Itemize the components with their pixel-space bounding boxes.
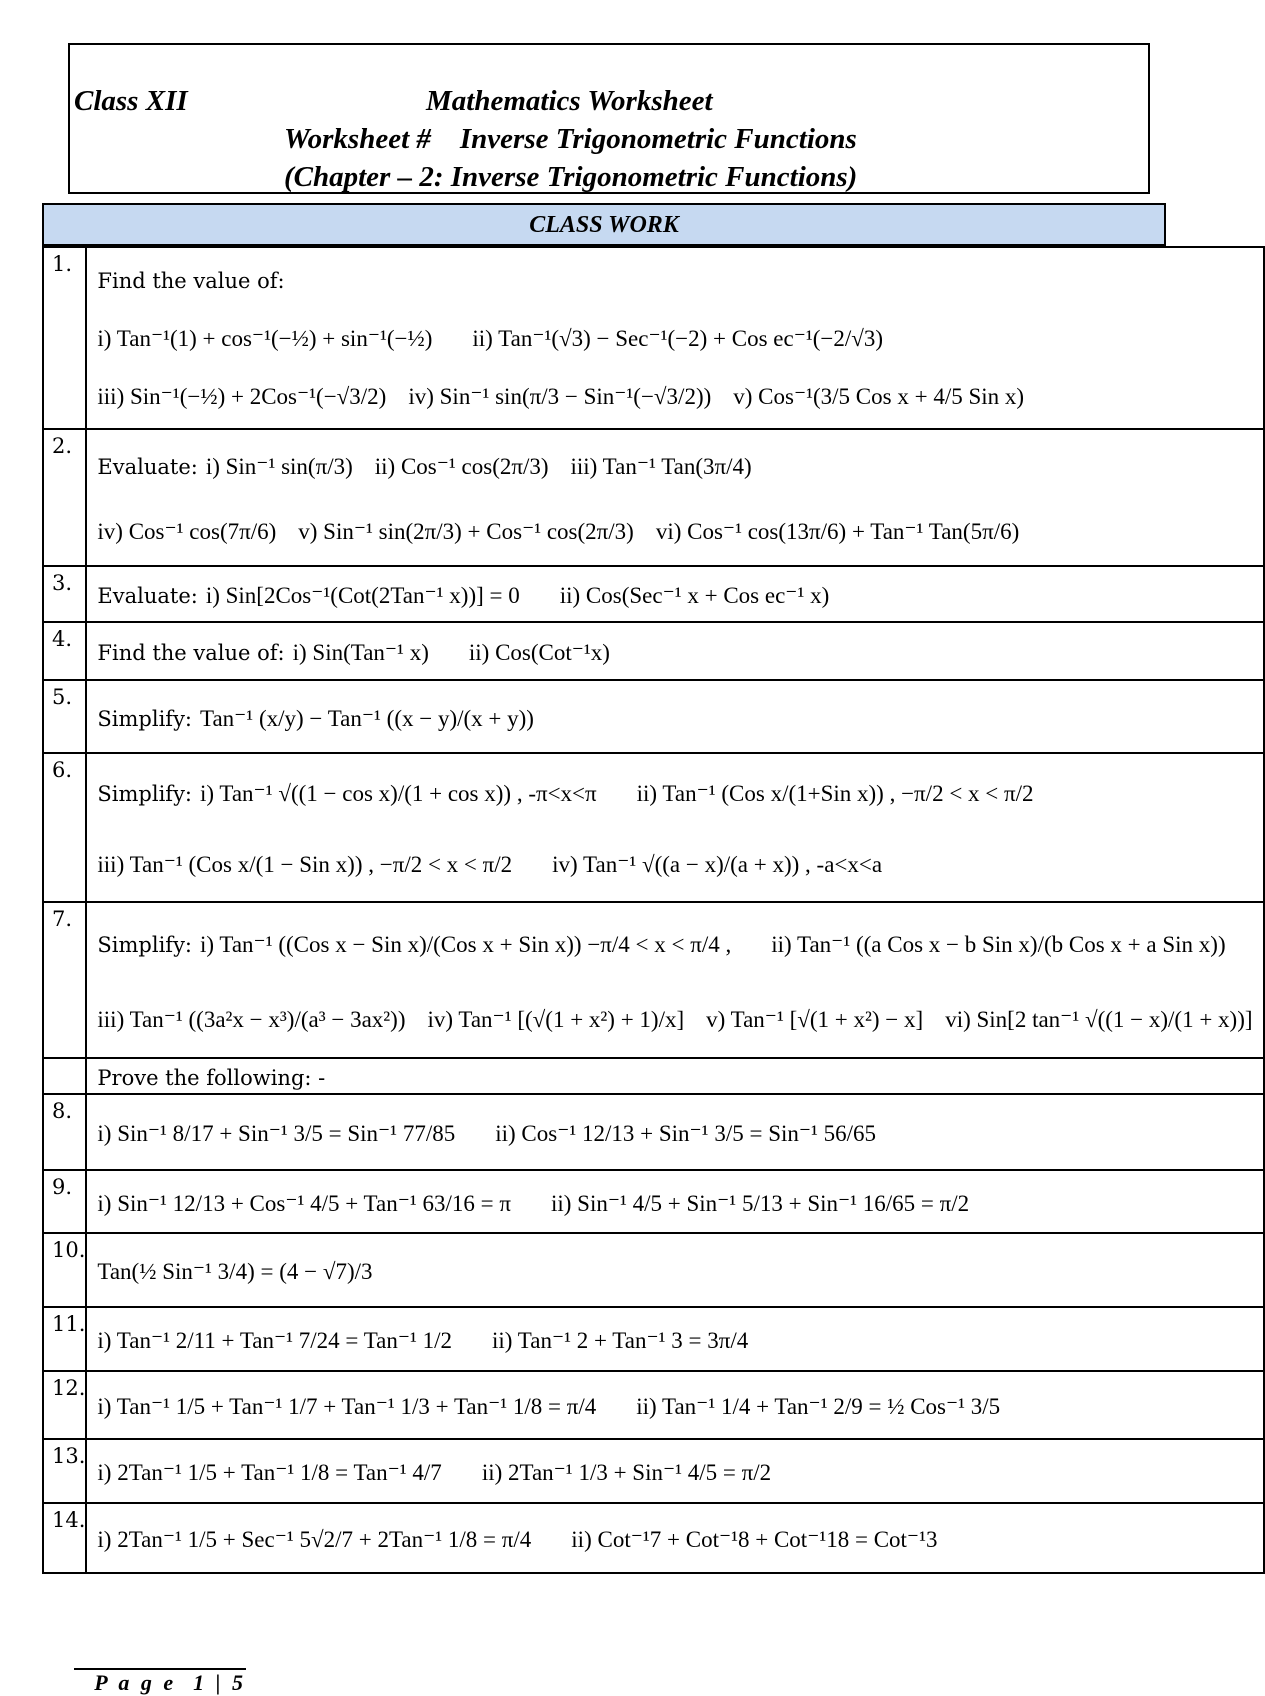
question-line <box>97 758 1252 829</box>
math-expression: i) Tan⁻¹ 2/11 + Tan⁻¹ 7/24 = Tan⁻¹ 1/2 <box>97 1328 453 1353</box>
question-line <box>97 1063 1252 1093</box>
question-number: 12. <box>43 1371 86 1439</box>
math-expression: i) Sin⁻¹ sin(π/3) <box>205 453 353 479</box>
question-row <box>43 1233 1264 1307</box>
question-line <box>97 368 1252 426</box>
question-body <box>86 566 1263 622</box>
math-expression: ii) Cos(Sec⁻¹ x + Cos ec⁻¹ x) <box>559 583 830 608</box>
worksheet-topic: Worksheet # Inverse Trigonometric Functions <box>284 123 857 155</box>
question-line <box>97 1444 1252 1502</box>
question-number: 5. <box>43 680 86 753</box>
question-instruction: Find the value of: <box>97 269 285 293</box>
math-expression: ii) Tan⁻¹ (Cos x/(1+Sin x)) , −π/2 < x < π/2 <box>636 780 1034 806</box>
question-body <box>86 429 1263 566</box>
question-row <box>43 1094 1264 1170</box>
math-expression: i) Sin⁻¹ 12/13 + Cos⁻¹ 4/5 + Tan⁻¹ 63/16 = π <box>97 1190 511 1216</box>
question-number: 6. <box>43 753 86 902</box>
math-expression: iii) Tan⁻¹ (Cos x/(1 − Sin x)) , −π/2 < x < π/2 <box>97 851 513 877</box>
math-expression: i) Sin[2Cos⁻¹(Cot(2Tan⁻¹ x))] = 0 <box>205 583 520 608</box>
question-row <box>43 680 1264 753</box>
math-expression: ii) Cot⁻¹7 + Cot⁻¹8 + Cot⁻¹18 = Cot⁻¹3 <box>571 1527 938 1552</box>
math-expression: ii) Cos⁻¹ cos(2π/3) <box>374 453 549 479</box>
question-body <box>86 1503 1263 1573</box>
question-body <box>86 1094 1263 1170</box>
math-expression: ii) Tan⁻¹ 1/4 + Tan⁻¹ 2/9 = ½ Cos⁻¹ 3/5 <box>636 1394 1001 1419</box>
math-expression: ii) Tan⁻¹(√3) − Sec⁻¹(−2) + Cos ec⁻¹(−2/√3) <box>472 326 884 351</box>
math-expression: iii) Tan⁻¹ ((3a²x − x³)/(a³ − 3ax²)) <box>97 1006 406 1032</box>
question-line <box>97 1175 1252 1232</box>
math-expression: vi) Cos⁻¹ cos(13π/6) + Tan⁻¹ Tan(5π/6) <box>655 518 1020 544</box>
question-line <box>97 1312 1252 1370</box>
question-body <box>86 247 1263 429</box>
question-row <box>43 566 1264 622</box>
question-number: 9. <box>43 1170 86 1233</box>
question-body <box>86 1233 1263 1307</box>
question-line <box>97 982 1252 1057</box>
math-expression: iii) Tan⁻¹ Tan(3π/4) <box>570 453 752 479</box>
math-expression: ii) Cos⁻¹ 12/13 + Sin⁻¹ 3/5 = Sin⁻¹ 56/65 <box>495 1121 877 1146</box>
question-number: 4. <box>43 622 86 680</box>
question-number: 2. <box>43 429 86 566</box>
question-row <box>43 1058 1264 1094</box>
question-number: 11. <box>43 1307 86 1371</box>
math-expression: v) Cos⁻¹(3/5 Cos x + 4/5 Sin x) <box>733 384 1025 409</box>
math-expression: ii) 2Tan⁻¹ 1/3 + Sin⁻¹ 4/5 = π/2 <box>481 1460 772 1485</box>
math-expression: iv) Sin⁻¹ sin(π/3 − Sin⁻¹(−√3/2)) <box>408 384 712 409</box>
question-line <box>97 1508 1252 1572</box>
math-expression: i) Sin⁻¹ 8/17 + Sin⁻¹ 3/5 = Sin⁻¹ 77/85 <box>97 1121 456 1146</box>
question-line <box>97 1099 1252 1169</box>
question-line <box>97 571 1252 621</box>
question-row <box>43 1371 1264 1439</box>
math-expression: i) Tan⁻¹(1) + cos⁻¹(−½) + sin⁻¹(−½) <box>97 326 433 351</box>
question-number: 3. <box>43 566 86 622</box>
question-line <box>97 310 1252 368</box>
page-number: P a g e 1 | 5 <box>74 1668 246 1696</box>
question-line <box>97 829 1252 900</box>
math-expression: i) Sin(Tan⁻¹ x) <box>292 640 429 665</box>
question-line <box>97 907 1252 982</box>
question-body <box>86 1439 1263 1503</box>
section-title: CLASS WORK <box>42 203 1166 246</box>
question-body <box>86 680 1263 753</box>
question-body <box>86 1058 1263 1094</box>
question-body <box>86 1307 1263 1371</box>
class-label: Class XII <box>74 85 188 117</box>
question-instruction: Prove the following: - <box>97 1066 326 1090</box>
question-number: 13. <box>43 1439 86 1503</box>
math-expression: i) 2Tan⁻¹ 1/5 + Tan⁻¹ 1/8 = Tan⁻¹ 4/7 <box>97 1460 442 1485</box>
question-line <box>97 1376 1252 1438</box>
question-number: 10. <box>43 1233 86 1307</box>
question-line <box>97 499 1252 564</box>
question-line <box>97 1238 1252 1306</box>
question-row <box>43 429 1264 566</box>
question-row <box>43 1439 1264 1503</box>
question-body <box>86 753 1263 902</box>
math-expression: Tan⁻¹ (x/y) − Tan⁻¹ ((x − y)/(x + y)) <box>200 705 534 731</box>
question-line <box>97 685 1252 752</box>
question-number: 1. <box>43 247 86 429</box>
question-instruction: Find the value of: <box>97 641 285 665</box>
math-expression: ii) Tan⁻¹ ((a Cos x − b Sin x)/(b Cos x + a Sin x)) <box>771 931 1226 957</box>
chapter-label: (Chapter – 2: Inverse Trigonometric Functions) <box>284 161 858 193</box>
worksheet-header <box>68 43 1150 194</box>
question-instruction: Evaluate: <box>97 584 198 608</box>
worksheet-title: Mathematics Worksheet <box>426 85 713 117</box>
question-line <box>97 434 1252 499</box>
question-body <box>86 1371 1263 1439</box>
question-row <box>43 247 1264 429</box>
math-expression: iii) Sin⁻¹(−½) + 2Cos⁻¹(−√3/2) <box>97 384 387 409</box>
question-instruction: Simplify: <box>97 781 193 806</box>
question-line <box>97 252 1252 310</box>
question-row <box>43 1503 1264 1573</box>
question-instruction: Simplify: <box>97 932 193 957</box>
question-number: 7. <box>43 902 86 1058</box>
math-expression: iv) Tan⁻¹ √((a − x)/(a + x)) , -a<x<a <box>552 851 883 877</box>
math-expression: ii) Cos(Cot⁻¹x) <box>468 640 610 665</box>
math-expression: i) Tan⁻¹ ((Cos x − Sin x)/(Cos x + Sin x)) −π/4 < x < π/4 , <box>200 931 732 957</box>
questions-table <box>42 246 1265 1574</box>
math-expression: i) 2Tan⁻¹ 1/5 + Sec⁻¹ 5√2/7 + 2Tan⁻¹ 1/8 = π/4 <box>97 1527 532 1552</box>
question-instruction: Evaluate: <box>97 454 198 479</box>
question-body <box>86 622 1263 680</box>
math-expression: vi) Sin[2 tan⁻¹ √((1 − x)/(1 + x))] <box>945 1006 1253 1032</box>
math-expression: i) Tan⁻¹ √((1 − cos x)/(1 + cos x)) , -π<x<π <box>200 780 597 806</box>
question-row <box>43 1170 1264 1233</box>
question-row <box>43 902 1264 1058</box>
question-line <box>97 627 1252 679</box>
math-expression: v) Sin⁻¹ sin(2π/3) + Cos⁻¹ cos(2π/3) <box>298 518 634 544</box>
math-expression: iv) Cos⁻¹ cos(7π/6) <box>97 518 277 544</box>
question-row <box>43 1307 1264 1371</box>
math-expression: v) Tan⁻¹ [√(1 + x²) − x] <box>706 1006 924 1032</box>
math-expression: ii) Tan⁻¹ 2 + Tan⁻¹ 3 = 3π/4 <box>492 1328 749 1353</box>
question-instruction: Simplify: <box>97 706 193 731</box>
question-body <box>86 1170 1263 1233</box>
question-body <box>86 902 1263 1058</box>
math-expression: Tan(½ Sin⁻¹ 3/4) = (4 − √7)/3 <box>97 1259 373 1284</box>
question-number: 14. <box>43 1503 86 1573</box>
math-expression: i) Tan⁻¹ 1/5 + Tan⁻¹ 1/7 + Tan⁻¹ 1/3 + Tan⁻¹ 1/8 = π/4 <box>97 1394 597 1419</box>
math-expression: ii) Sin⁻¹ 4/5 + Sin⁻¹ 5/13 + Sin⁻¹ 16/65 = π/2 <box>550 1190 970 1216</box>
question-number <box>43 1058 86 1094</box>
question-row <box>43 753 1264 902</box>
question-row <box>43 622 1264 680</box>
question-number: 8. <box>43 1094 86 1170</box>
math-expression: iv) Tan⁻¹ [(√(1 + x²) + 1)/x] <box>427 1006 685 1032</box>
